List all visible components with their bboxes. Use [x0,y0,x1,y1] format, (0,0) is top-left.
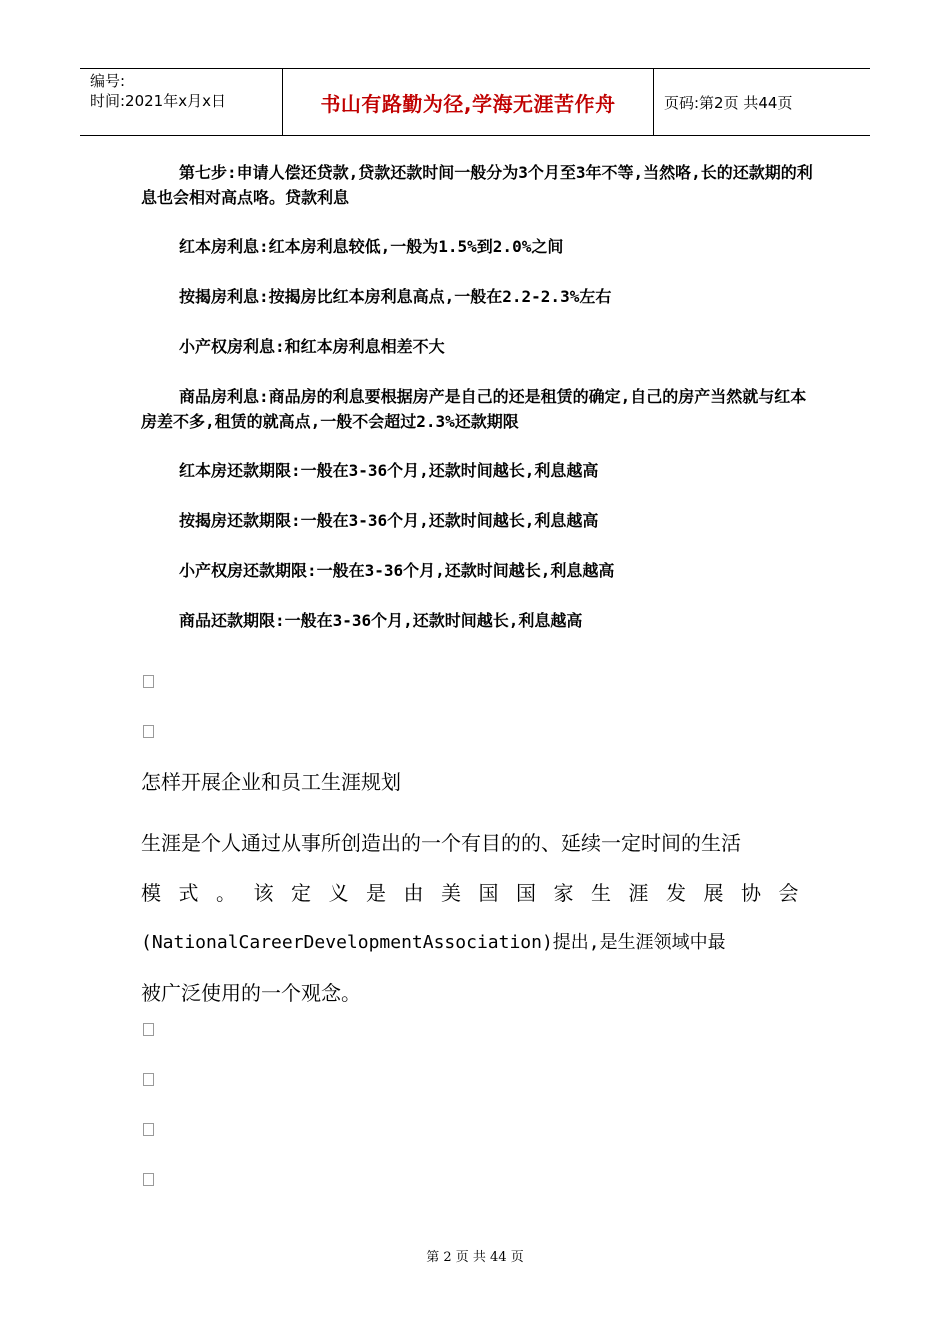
body-line: 被广泛使用的一个观念。 [141,981,361,1005]
paragraph-red-book-interest: 红本房利息:红本房利息较低,一般为1.5%到2.0%之间 [179,237,564,256]
page-header [80,68,870,136]
serial-label: 编号: [90,72,126,90]
header-page-info: 页码:第2页 共44页 [664,93,793,112]
paragraph-commercial-term: 商品还款期限:一般在3-36个月,还款时间越长,利息越高 [179,611,583,630]
image-placeholder-icon [143,1173,154,1186]
body-line: 模式。该定义是由美国国家生涯发展协会 [141,881,816,905]
section-body [141,818,816,1018]
section-heading: 怎样开展企业和员工生涯规划 [141,770,401,794]
time-label: 时间:2021年x月x日 [90,92,226,110]
image-placeholder-icon [143,1073,154,1086]
paragraph-small-property-term: 小产权房还款期限:一般在3-36个月,还款时间越长,利息越高 [179,561,615,580]
header-meta [80,69,282,135]
header-motto: 书山有路勤为径,学海无涯苦作舟 [282,69,654,135]
body-line: (NationalCareerDevelopmentAssociation)提出,是生涯领域中最 [141,932,726,953]
image-placeholder-icon [143,675,154,688]
paragraph-step7: 第七步:申请人偿还贷款,贷款还款时间一般分为3个月至3年不等,当然咯,长的还款期的利息也会相对高点咯。贷款利息 [141,163,813,207]
image-placeholder-icon [143,725,154,738]
body-line: 生涯是个人通过从事所创造出的一个有目的的、延续一定时间的生活 [141,831,741,855]
image-placeholder-icon [143,1123,154,1136]
image-placeholder-icon [143,1023,154,1036]
paragraph-mortgage-term: 按揭房还款期限:一般在3-36个月,还款时间越长,利息越高 [179,511,599,530]
paragraph-small-property-interest: 小产权房利息:和红本房利息相差不大 [179,337,445,356]
paragraph-mortgage-interest: 按揭房利息:按揭房比红本房利息高点,一般在2.2-2.3%左右 [179,287,612,306]
page-footer: 第 2 页 共 44 页 [426,1250,524,1265]
paragraph-commercial-interest: 商品房利息:商品房的利息要根据房产是自己的还是租赁的确定,自己的房产当然就与红本房差不多,租赁的就高点,一般不会超过2.3%还款期限 [141,387,807,431]
paragraph-red-book-term: 红本房还款期限:一般在3-36个月,还款时间越长,利息越高 [179,461,599,480]
